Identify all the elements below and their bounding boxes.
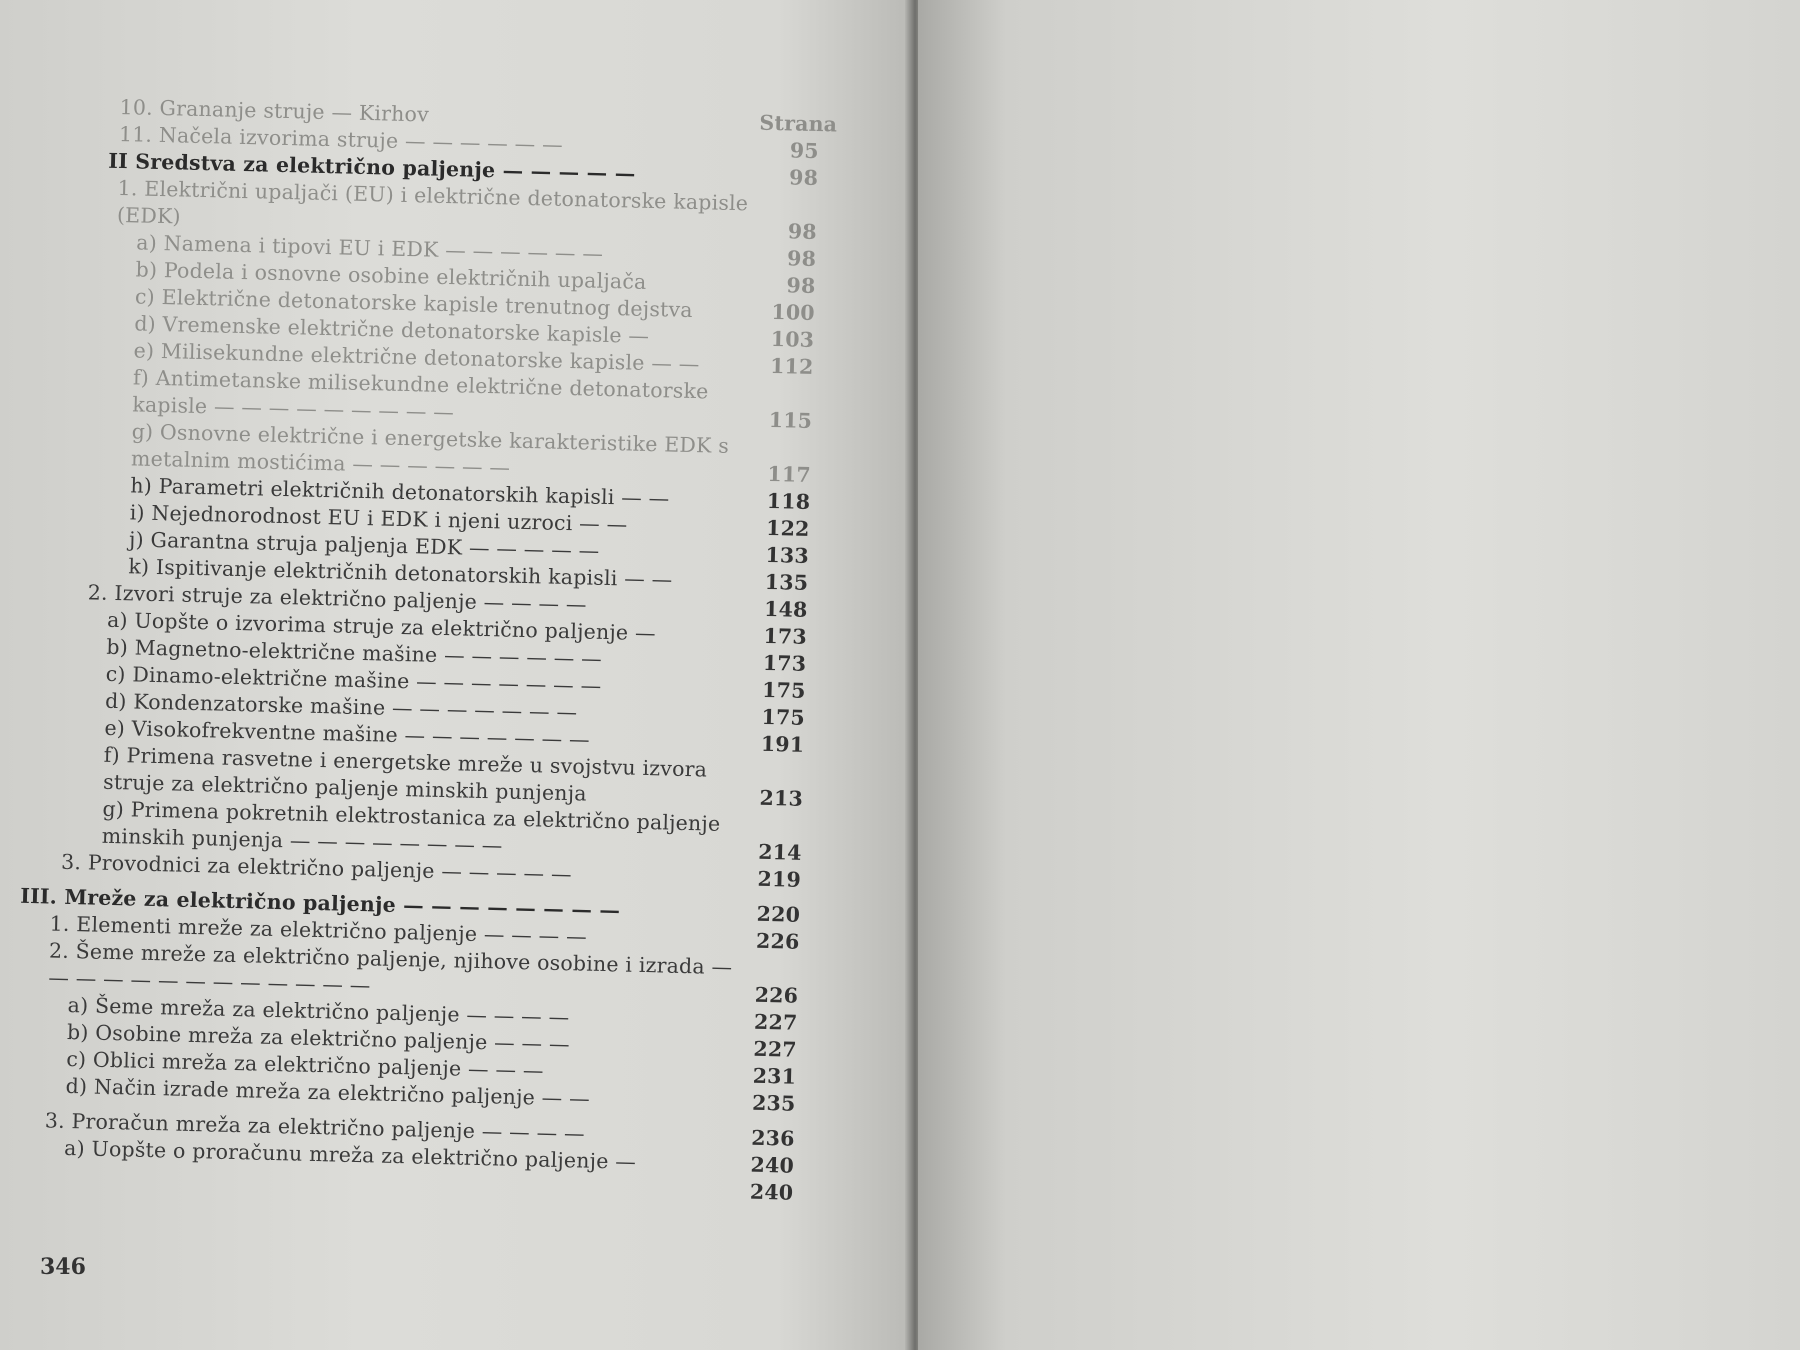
toc-entry-page: 95: [789, 138, 820, 164]
toc-entry-page: 236: [750, 1125, 795, 1151]
toc-entry-page: 231: [752, 1063, 797, 1089]
toc-entry-page: 98: [787, 219, 818, 245]
toc-entry-title: f) Primena rasvetne i energetske mreže u svojstvu izvora struje za električno paljenje minskih punjenja: [102, 742, 715, 806]
toc-entry-page: 220: [756, 901, 801, 927]
toc-entry-title: g) Primena pokretnih elektrostanica za električno paljenje minskih punjenja — — — — — — — —: [101, 796, 728, 858]
page-number-left: 346: [40, 1254, 86, 1280]
toc-entry-page: 226: [754, 982, 799, 1008]
toc-entry-title: 11. Načela izvorima struje — — — — — —: [118, 121, 564, 157]
toc-entry-page: 98: [788, 165, 819, 191]
toc-entry-title: a) Šeme mreža za električno paljenje — — — —: [67, 992, 570, 1030]
toc-entry-page: 175: [761, 677, 806, 703]
toc-entry-page: 98: [786, 246, 817, 272]
toc-entry-title: II Sredstva za električno paljenje — — — — —: [108, 148, 636, 186]
toc-entry-page: 135: [764, 569, 809, 595]
toc-entry-page: 122: [765, 515, 810, 541]
toc-entry-title: b) Osobine mreža za električno paljenje — — —: [66, 1019, 570, 1057]
toc-entry-title: a) Namena i tipovi EU i EDK — — — — — —: [136, 230, 604, 266]
toc-entry-title: 2. Šeme mreže za električno paljenje, njihove osobine i izrada — — — — — — — — — — — — —: [48, 938, 740, 998]
toc-entry-page: 173: [763, 623, 808, 649]
toc-entry-title: e) Milisekundne električne detonatorske kapisle — —: [133, 338, 700, 377]
toc-entry-title: d) Kondenzatorske mašine — — — — — — —: [104, 688, 578, 725]
toc-entry-page: 112: [769, 353, 814, 379]
toc-entry-title: 1. Električni upaljači (EU) i električne detonatorske kapisle (EDK): [116, 175, 756, 229]
toc-entry-title: i) Nejednorodnost EU i EDK i njeni uzroci — —: [129, 500, 628, 537]
toc-entry-page: 219: [757, 866, 802, 892]
toc-entry-title: 3. Provodnici za električno paljenje — — — — —: [60, 849, 572, 887]
toc-entry-page: 175: [761, 704, 806, 730]
toc-entry-page: 191: [760, 731, 805, 757]
toc-entry-page: 173: [762, 650, 807, 676]
toc-entry-page: 227: [753, 1009, 798, 1035]
toc-entry-title: 1. Elementi mreže za električno paljenje — — — —: [49, 911, 588, 949]
toc-entry-page: 117: [767, 461, 812, 487]
toc-entry-page: 115: [768, 407, 813, 433]
toc-entry-page: 240: [749, 1179, 794, 1205]
toc-entry-page: 118: [766, 488, 811, 514]
toc-entry-title: e) Visokofrekventne mašine — — — — — — —: [104, 715, 591, 752]
toc-entry-title: f) Antimetanske milisekundne električne detonatorske kapisle — — — — — — — — —: [132, 365, 716, 425]
toc-entry-title: b) Podela i osnovne osobine električnih upaljača: [135, 257, 647, 294]
toc-entry-page: 235: [751, 1090, 796, 1116]
right-page: [918, 0, 1800, 1350]
toc-entry-title: g) Osnovne električne i energetske karakteristike EDK s metalnim mostićima — — — — — —: [130, 419, 737, 480]
toc-entry-page: 148: [763, 596, 808, 622]
toc-entry-title: a) Uopšte o izvorima struje za električno paljenje —: [106, 607, 657, 646]
toc-entry-title: h) Parametri električnih detonatorskih kapisli — —: [130, 473, 670, 511]
toc-entry-title: d) Način izrade mreža za električno paljenje — —: [65, 1073, 591, 1111]
toc-entry-title: k) Ispitivanje električnih detonatorskih kapisli — —: [128, 554, 673, 592]
toc-entry-title: 10. Grananje struje — Kirhov: [119, 94, 430, 127]
toc-entry-page: 226: [755, 928, 800, 954]
toc-entry-title: a) Uopšte o proračunu mreža za električno paljenje —: [63, 1135, 637, 1174]
toc-entry-title: c) Dinamo-električne mašine — — — — — — —: [105, 661, 602, 698]
toc-entry-title: III. Mreže za električno paljenje — — — — — — — —: [20, 883, 621, 923]
toc-entry-title: 3. Proračun mreža za električno paljenje — — — —: [44, 1108, 586, 1146]
toc-entry-page: 133: [765, 542, 810, 568]
toc-entry-page: 227: [753, 1036, 798, 1062]
toc-entry-page: Strana: [759, 110, 838, 137]
toc-entry-title: c) Električne detonatorske kapisle trenutnog dejstva: [134, 284, 694, 323]
toc-entry-page: 214: [757, 839, 802, 865]
toc-entry-page: 100: [771, 299, 816, 325]
toc-entry-title: b) Magnetno-električne mašine — — — — — —: [106, 634, 603, 671]
toc-entry-page: 213: [759, 785, 804, 811]
toc-entry-title: 2. Izvori struje za električno paljenje — — — —: [87, 580, 587, 617]
toc-entry-title: d) Vremenske električne detonatorske kapisle —: [134, 311, 650, 348]
toc-entry-title: j) Garantna struja paljenja EDK — — — — —: [128, 527, 600, 563]
toc-entry-page: 103: [770, 326, 815, 352]
toc-entry-title: [63, 1189, 733, 1205]
toc-entry-title: c) Oblici mreža za električno paljenje — — —: [66, 1046, 544, 1083]
left-toc: [13, 92, 838, 1207]
toc-entry-page: 240: [750, 1152, 795, 1178]
toc-entry-page: 98: [786, 273, 816, 299]
